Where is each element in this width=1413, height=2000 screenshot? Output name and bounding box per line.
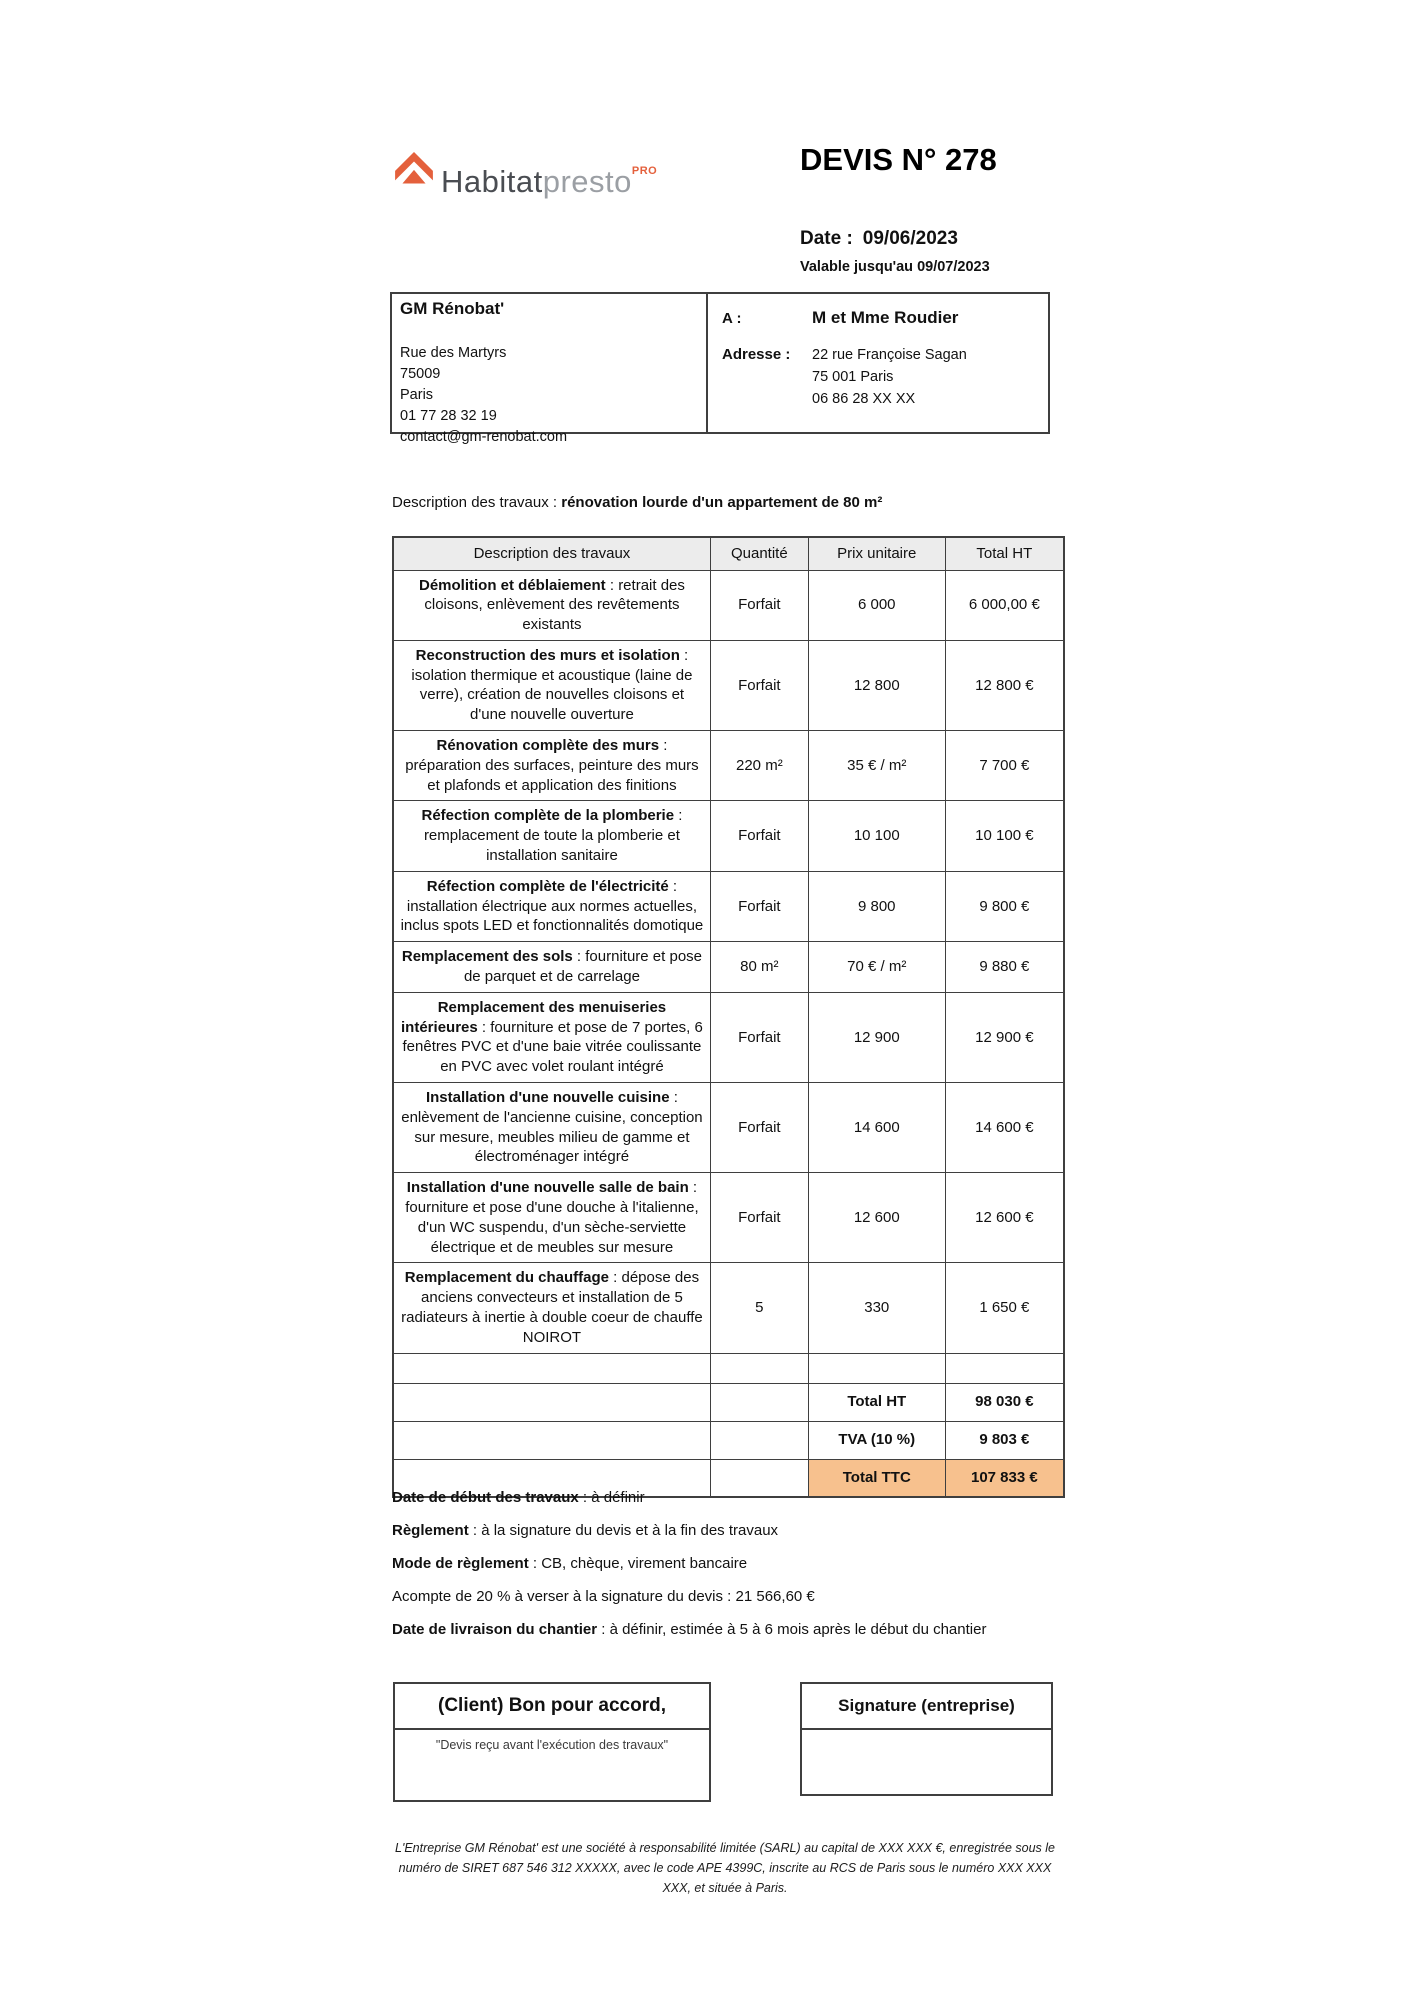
row-unit-price-cell: 10 100 bbox=[808, 801, 945, 871]
row-details: : retrait des cloisons, enlèvement des revêtements existants bbox=[424, 576, 685, 634]
table-row bbox=[393, 942, 1064, 993]
total-blank-cell bbox=[710, 1383, 808, 1421]
term-label: Date de début des travaux bbox=[392, 1489, 579, 1506]
total-blank-cell bbox=[393, 1383, 710, 1421]
company-signature-title: Signature (entreprise) bbox=[802, 1684, 1051, 1730]
date-value: 09/06/2023 bbox=[862, 228, 958, 249]
term-line bbox=[392, 1488, 986, 1508]
row-quantity-cell: Forfait bbox=[710, 992, 808, 1082]
client-signature-note: "Devis reçu avant l'exécution des travaux" bbox=[435, 1738, 669, 1752]
company-address bbox=[400, 343, 698, 448]
row-quantity-cell: 5 bbox=[710, 1263, 808, 1353]
row-unit-price-cell: 35 € / m² bbox=[808, 731, 945, 801]
address-line: contact@gm-renobat.com bbox=[400, 429, 568, 445]
total-blank-cell bbox=[393, 1421, 710, 1459]
row-total-cell: 1 650 € bbox=[945, 1263, 1064, 1353]
client-to-row bbox=[722, 308, 1040, 328]
row-description-cell bbox=[393, 731, 710, 801]
row-unit-price-cell: 330 bbox=[808, 1263, 945, 1353]
table-row bbox=[393, 570, 1064, 640]
habitatpresto-logo bbox=[395, 150, 657, 203]
row-details: : fourniture et pose de parquet et de carrelage bbox=[463, 948, 703, 986]
row-details: : préparation des surfaces, peinture des murs et plafonds et application des finitions bbox=[405, 737, 699, 794]
table-row bbox=[393, 1263, 1064, 1353]
row-description-cell bbox=[393, 570, 710, 640]
empty-cell bbox=[945, 1353, 1064, 1383]
total-row bbox=[393, 1421, 1064, 1459]
company-name: GM Rénobat' bbox=[400, 299, 505, 318]
term-text: : à définir bbox=[578, 1489, 645, 1506]
row-total-cell: 9 880 € bbox=[945, 942, 1064, 993]
empty-cell bbox=[808, 1353, 945, 1383]
empty-cell bbox=[393, 1353, 710, 1383]
term-line bbox=[392, 1620, 986, 1640]
row-description-cell bbox=[393, 871, 710, 941]
row-description-cell bbox=[393, 942, 710, 993]
quote-table bbox=[392, 536, 1065, 1498]
row-total-cell: 10 100 € bbox=[945, 801, 1064, 871]
works-description-line bbox=[392, 494, 882, 511]
client-address bbox=[812, 344, 967, 410]
row-total-cell: 12 600 € bbox=[945, 1173, 1064, 1263]
term-line bbox=[392, 1587, 986, 1607]
row-details: : fourniture et pose d'une douche à l'italienne, d'un WC suspendu, d'un sèche-serviette électrique et de meubles sur mesure bbox=[405, 1179, 699, 1256]
total-value: 98 030 € bbox=[945, 1383, 1064, 1421]
row-title: Réfection complète de la plomberie bbox=[421, 807, 675, 825]
row-quantity-cell: Forfait bbox=[710, 570, 808, 640]
row-description-cell bbox=[393, 640, 710, 730]
table-row bbox=[393, 640, 1064, 730]
client-signature-box bbox=[393, 1682, 711, 1802]
row-unit-price-cell: 12 800 bbox=[808, 640, 945, 730]
row-description-cell bbox=[393, 801, 710, 871]
row-title: Démolition et déblaiement bbox=[418, 576, 606, 594]
table-row bbox=[393, 1083, 1064, 1173]
company-cell bbox=[392, 294, 708, 445]
client-signature-title: (Client) Bon pour accord, bbox=[395, 1684, 709, 1730]
total-value: 107 833 € bbox=[945, 1459, 1064, 1497]
term-text: : à la signature du devis et à la fin des travaux bbox=[468, 1522, 779, 1539]
row-total-cell: 14 600 € bbox=[945, 1083, 1064, 1173]
row-total-cell: 9 800 € bbox=[945, 871, 1064, 941]
row-details: : dépose des anciens convecteurs et installation de 5 radiateurs à inertie à double coeur de chauffe NOIROT bbox=[401, 1269, 703, 1346]
col-header-unit-price: Prix unitaire bbox=[808, 537, 945, 570]
term-text: : CB, chèque, virement bancaire bbox=[528, 1555, 748, 1572]
valid-until: Valable jusqu'au 09/07/2023 bbox=[800, 259, 990, 275]
total-row bbox=[393, 1383, 1064, 1421]
row-title: Reconstruction des murs et isolation bbox=[415, 646, 680, 664]
dates-block bbox=[800, 228, 990, 275]
row-details: : remplacement de toute la plomberie et installation sanitaire bbox=[423, 807, 683, 865]
row-title: Installation d'une nouvelle salle de bain bbox=[406, 1179, 689, 1197]
term-label: Règlement bbox=[392, 1522, 469, 1539]
table-row bbox=[393, 992, 1064, 1082]
col-header-description: Description des travaux bbox=[393, 537, 710, 570]
works-description-value: rénovation lourde d'un appartement de 80 m² bbox=[561, 494, 883, 511]
row-unit-price-cell: 9 800 bbox=[808, 871, 945, 941]
devis-title: DEVIS N° 278 bbox=[800, 142, 997, 177]
row-unit-price-cell: 6 000 bbox=[808, 570, 945, 640]
row-description-cell bbox=[393, 992, 710, 1082]
address-line: 75 001 Paris bbox=[812, 369, 894, 385]
total-label: Total TTC bbox=[808, 1459, 945, 1497]
company-signature-box bbox=[800, 1682, 1053, 1796]
total-blank-cell bbox=[710, 1421, 808, 1459]
row-quantity-cell: Forfait bbox=[710, 1083, 808, 1173]
works-description-label: Description des travaux : bbox=[392, 494, 558, 511]
total-label: Total HT bbox=[808, 1383, 945, 1421]
row-title: Réfection complète de l'électricité bbox=[426, 877, 669, 895]
term-label: Date de livraison du chantier bbox=[392, 1621, 598, 1638]
date-label: Date : bbox=[800, 228, 853, 249]
table-row bbox=[393, 801, 1064, 871]
row-title: Remplacement des menuiseries intérieures bbox=[401, 998, 667, 1036]
row-total-cell: 12 900 € bbox=[945, 992, 1064, 1082]
row-description-cell bbox=[393, 1083, 710, 1173]
table-row bbox=[393, 1173, 1064, 1263]
empty-cell bbox=[710, 1353, 808, 1383]
term-text: Acompte de 20 % à verser à la signature du devis : 21 566,60 € bbox=[392, 1588, 815, 1605]
logo-wordmark bbox=[441, 150, 657, 203]
logo-presto: presto bbox=[542, 164, 632, 199]
row-unit-price-cell: 14 600 bbox=[808, 1083, 945, 1173]
row-total-cell: 7 700 € bbox=[945, 731, 1064, 801]
row-details: : fourniture et pose de 7 portes, 6 fenêtres PVC et d'une baie vitrée coulissante en PVC avec volet roulant intégré bbox=[402, 1018, 703, 1076]
client-address-label: Adresse : bbox=[722, 346, 791, 363]
row-quantity-cell: Forfait bbox=[710, 640, 808, 730]
arrow-house-icon bbox=[395, 152, 433, 194]
empty-row bbox=[393, 1353, 1064, 1383]
logo-habitat: Habitat bbox=[441, 164, 543, 199]
legal-footer: L'Entreprise GM Rénobat' est une société à responsabilité limitée (SARL) au capital de XXX XXX €, enregistrée sous le numéro de SIRET 687 546 312 XXXXX, avec le code APE 4399C, inscrite au RCS de Paris sous le numéro XXX XXX XXX, et située à Paris. bbox=[395, 1841, 1055, 1895]
row-description-cell bbox=[393, 1173, 710, 1263]
logo-pro-badge: PRO bbox=[631, 165, 658, 177]
client-to-label: A : bbox=[722, 310, 742, 327]
client-cell bbox=[708, 294, 1048, 432]
table-header-row bbox=[393, 537, 1064, 570]
row-unit-price-cell: 12 600 bbox=[808, 1173, 945, 1263]
row-unit-price-cell: 70 € / m² bbox=[808, 942, 945, 993]
row-description-cell bbox=[393, 1263, 710, 1353]
row-quantity-cell: Forfait bbox=[710, 871, 808, 941]
row-title: Remplacement du chauffage bbox=[404, 1269, 609, 1287]
address-line: Paris bbox=[400, 387, 434, 403]
parties-box bbox=[390, 292, 1050, 445]
row-quantity-cell: Forfait bbox=[710, 801, 808, 871]
address-line: 75009 bbox=[400, 366, 441, 382]
row-quantity-cell: 220 m² bbox=[710, 731, 808, 801]
term-label: Mode de règlement bbox=[392, 1555, 529, 1572]
row-title: Remplacement des sols bbox=[401, 948, 573, 966]
terms-block bbox=[392, 1488, 986, 1653]
row-details: : installation électrique aux normes actuelles, inclus spots LED et fonctionnalités domotique bbox=[400, 877, 704, 935]
row-details: : isolation thermique et acoustique (laine de verre), création de nouvelles cloisons et d'une nouvelle ouverture bbox=[411, 646, 693, 724]
row-title: Rénovation complète des murs bbox=[436, 737, 660, 755]
row-title: Installation d'une nouvelle cuisine bbox=[425, 1089, 670, 1107]
address-line: 22 rue Françoise Sagan bbox=[812, 347, 967, 363]
row-quantity-cell: Forfait bbox=[710, 1173, 808, 1263]
term-line bbox=[392, 1554, 986, 1574]
client-name: M et Mme Roudier bbox=[812, 308, 959, 327]
total-label: TVA (10 %) bbox=[808, 1421, 945, 1459]
address-line: Rue des Martyrs bbox=[400, 345, 507, 361]
row-unit-price-cell: 12 900 bbox=[808, 992, 945, 1082]
address-line: 06 86 28 XX XX bbox=[812, 391, 916, 407]
row-total-cell: 6 000,00 € bbox=[945, 570, 1064, 640]
col-header-total: Total HT bbox=[945, 537, 1064, 570]
col-header-quantity: Quantité bbox=[710, 537, 808, 570]
term-line bbox=[392, 1521, 986, 1541]
term-text: : à définir, estimée à 5 à 6 mois après le début du chantier bbox=[597, 1621, 987, 1638]
client-address-row bbox=[722, 344, 1040, 410]
row-total-cell: 12 800 € bbox=[945, 640, 1064, 730]
row-details: : enlèvement de l'ancienne cuisine, conception sur mesure, meubles milieu de gamme et électroménager intégré bbox=[401, 1089, 703, 1166]
total-value: 9 803 € bbox=[945, 1421, 1064, 1459]
table-row bbox=[393, 871, 1064, 941]
table-row bbox=[393, 731, 1064, 801]
date-line bbox=[800, 228, 990, 250]
address-line: 01 77 28 32 19 bbox=[400, 408, 497, 424]
row-quantity-cell: 80 m² bbox=[710, 942, 808, 993]
